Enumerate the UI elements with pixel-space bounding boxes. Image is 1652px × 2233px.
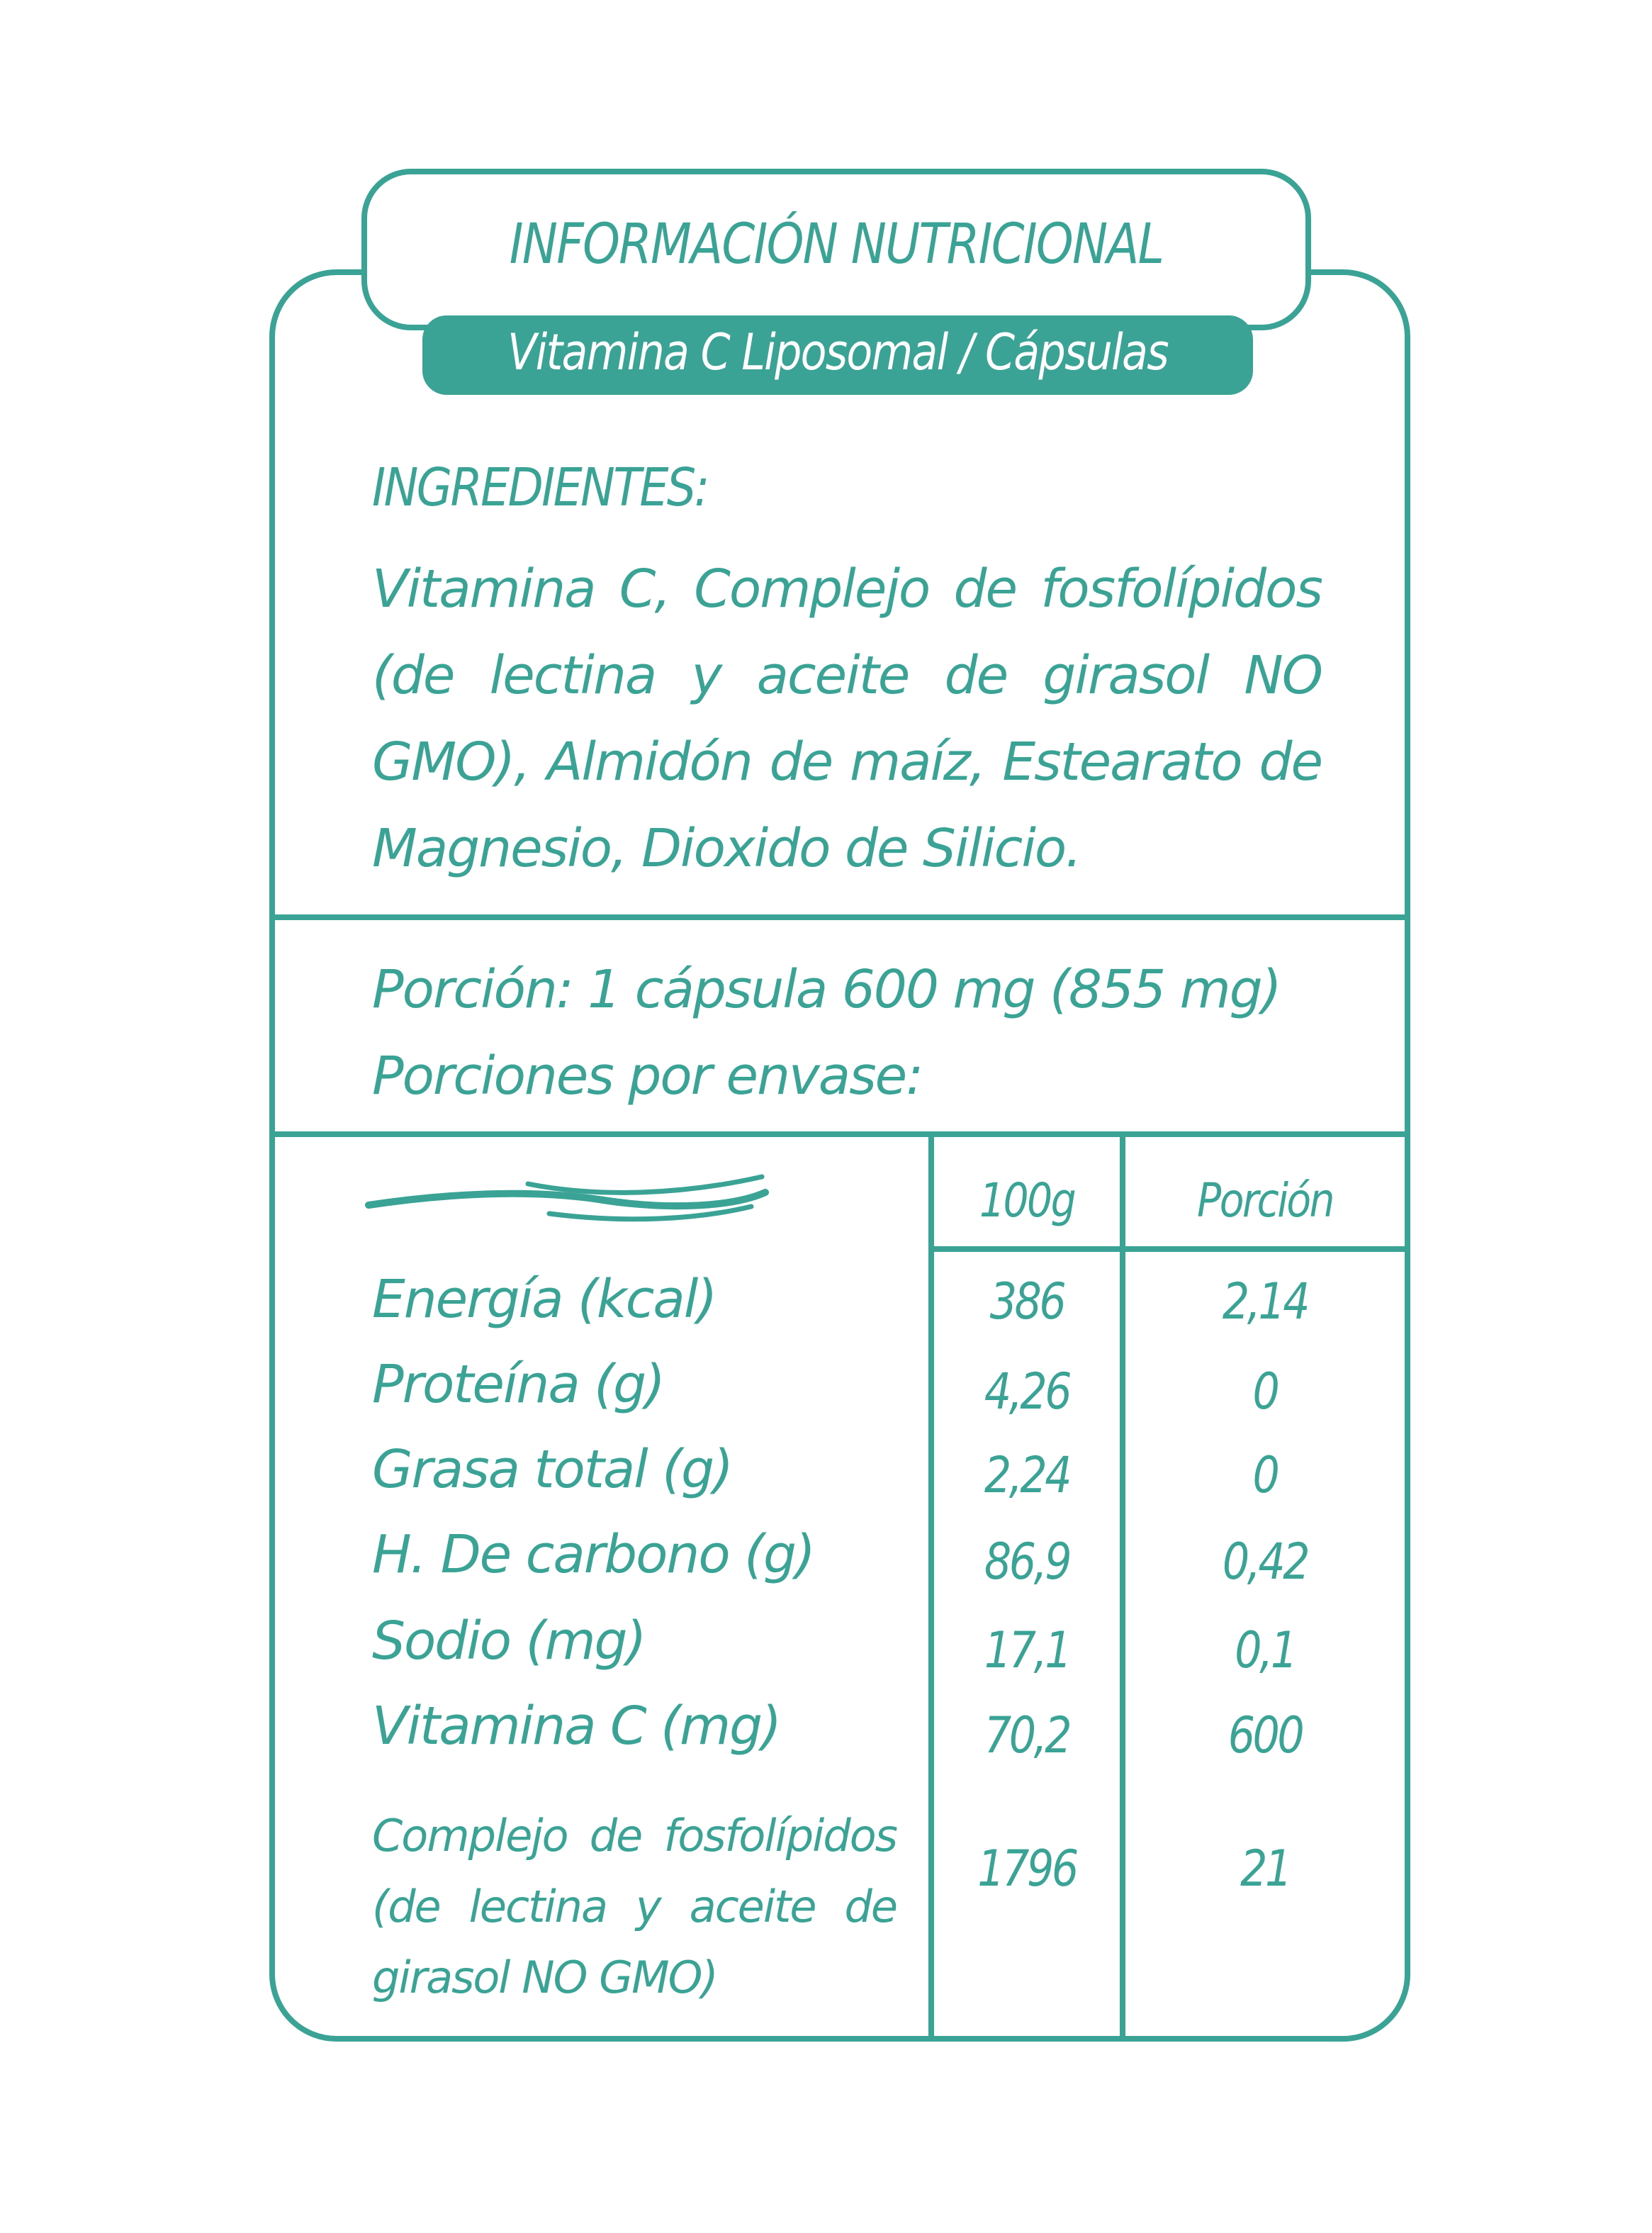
label-subtitle: Vitamina C Liposomal / Cápsulas (507, 323, 1168, 381)
value-100g: 86,9 (984, 1533, 1070, 1591)
nutrition-label-frame (269, 269, 1410, 2042)
nutrient-name: H. De carbono (g) (372, 1524, 814, 1585)
value-100g: 386 (989, 1272, 1064, 1331)
servings-per-container: Porciones por envase: (372, 1046, 923, 1107)
ingredients-heading: INGREDIENTES: (372, 457, 708, 518)
serving-size: Porción: 1 cápsula 600 mg (855 mg) (372, 959, 1281, 1020)
column-divider-1 (928, 1131, 934, 2042)
value-portion: 0,42 (1222, 1533, 1308, 1591)
nutrient-name: Energía (kcal) (372, 1269, 717, 1330)
column-header-100g: 100g (979, 1173, 1075, 1228)
label-title: INFORMACIÓN NUTRICIONAL (509, 213, 1164, 276)
value-portion: 21 (1240, 1840, 1290, 1898)
value-100g: 2,24 (984, 1446, 1070, 1504)
value-portion: 0 (1252, 1362, 1278, 1421)
divider-ingredients (269, 914, 1410, 920)
value-portion: 2,14 (1222, 1272, 1308, 1331)
nutrient-name: Sodio (mg) (372, 1611, 646, 1672)
divider-serving (269, 1131, 1410, 1137)
column-header-portion: Porción (1197, 1173, 1333, 1228)
ingredients-text: Vitamina C, Complejo de fosfolípidos (de lectina y aceite de girasol NO GMO), Almidón de maíz, Estearato de Magnesio, Dioxido de Silicio. (372, 559, 1322, 879)
nutrient-name: Proteína (g) (372, 1354, 664, 1415)
value-100g: 17,1 (984, 1621, 1070, 1679)
value-portion: 0,1 (1235, 1621, 1296, 1679)
nutrient-name: Vitamina C (mg) (372, 1696, 780, 1757)
value-100g: 1796 (977, 1840, 1077, 1898)
nutrient-name: Complejo de fosfolípidos (de lectina y aceite de girasol NO GMO) (372, 1810, 897, 2003)
serving-info (372, 946, 1281, 1119)
value-100g: 70,2 (984, 1706, 1070, 1764)
value-portion: 600 (1227, 1706, 1303, 1764)
value-100g: 4,26 (984, 1362, 1070, 1421)
value-portion: 0 (1252, 1446, 1278, 1504)
divider-column-header (928, 1246, 1410, 1252)
column-divider-2 (1120, 1131, 1125, 2042)
wave-icon (365, 1163, 769, 1226)
nutrient-name: Grasa total (g) (372, 1439, 732, 1500)
